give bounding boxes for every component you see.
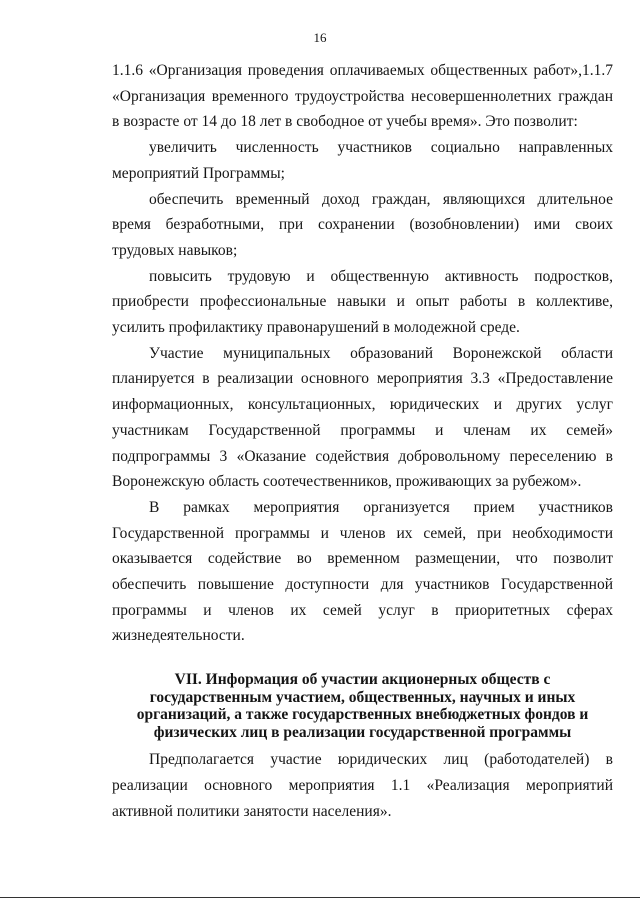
document-body <box>112 58 613 824</box>
paragraph-activities-list: 1.1.6 «Организация проведения оплачиваемых общественных работ»,1.1.7 «Организация временного трудоустройства несовершеннолетних граждан в возрасте от 14 до 18 лет в свободное от учебы время». Это позволит: <box>112 62 613 131</box>
page-number: 16 <box>313 30 327 45</box>
paragraph-reception-of-participants: В рамках мероприятия организуется прием участников Государственной программы и членов их семей, при необходимости оказывается содействие во временном размещении, что позволит обеспечить повышение доступности для участников Государственной программы и членов их семей услуг в приоритетных сферах жизнедеятельности. <box>112 498 613 645</box>
section-heading: VII. Информация об участии акционерных обществ с государственным участием, общественных, научных и иных организаций, а также государственных внебюджетных фондов и физических лиц в реализации государственной программы <box>136 671 589 741</box>
paragraph-temporary-income: обеспечить временный доход граждан, являющихся длительное время безработными, при сохранении (возобновлении) ими своих трудовых навыков; <box>112 190 613 259</box>
paragraph-increase-participants: увеличить численность участников социально направленных мероприятий Программы; <box>112 139 613 182</box>
paragraph-teen-activity: повысить трудовую и общественную активность подростков, приобрести профессиональные навыки и опыт работы в коллективе, усилить профилактику правонарушений в молодежной среде. <box>112 267 613 337</box>
paragraph-municipal-participation: Участие муниципальных образований Воронежской области планируется в реализации основного мероприятия 3.3 «Предоставление информационных, консультационных, юридических и других услуг участникам Государственной программы и членам их семей» подпрограммы 3 «Оказание содействия добровольному переселению в Воронежскую область соотечественников, проживающих за рубежом». <box>112 344 613 491</box>
bottom-scan-edge <box>0 897 640 898</box>
paragraph-employers-participation: Предполагается участие юридических лиц (работодателей) в реализации основного мероприятия 1.1 «Реализация мероприятий активной политики занятости населения». <box>112 751 613 820</box>
